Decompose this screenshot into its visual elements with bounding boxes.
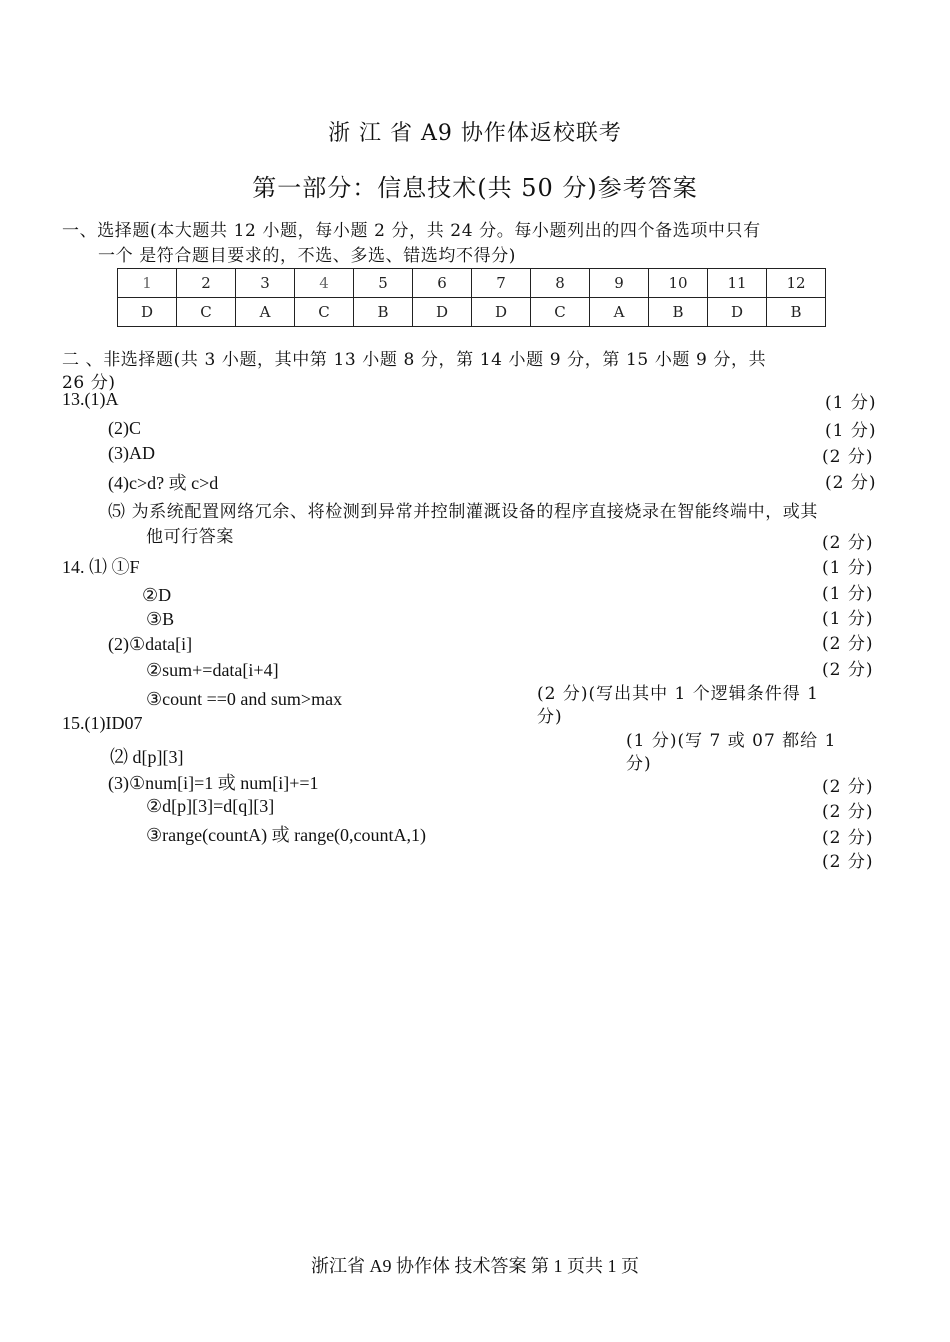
answer-cell: B: [649, 298, 708, 327]
score-label: (1 分): [822, 584, 874, 604]
page-footer: 浙江省 A9 协作体 技术答案 第 1 页共 1 页: [311, 1256, 639, 1276]
answer-table: [117, 268, 826, 327]
question-number: 7: [472, 269, 531, 298]
score-label: (2 分): [822, 660, 874, 680]
q14-answer-4: (2)①data[i]: [108, 634, 193, 654]
q13-answer-5-line2: 他可行答案: [146, 527, 234, 547]
section-title: 第一部分：信息技术(共 50 分)参考答案: [252, 174, 698, 202]
q13-answer-1: 13.(1)A: [62, 389, 119, 409]
score-label: (1 分): [822, 558, 874, 578]
answer-cell: C: [177, 298, 236, 327]
q13-answer-3: (3)AD: [108, 443, 155, 463]
question-number: 5: [354, 269, 413, 298]
score-label: (2 分): [822, 852, 874, 872]
answer-cell: D: [118, 298, 177, 327]
answer-cell: B: [354, 298, 413, 327]
section2-intro-line1: 二 、非选择题(共 3 小题，其中第 13 小题 8 分，第 14 小题 9 分，第 15 小题 9 分，共: [62, 350, 767, 370]
document-title: 浙 江 省 A9 协作体返校联考: [328, 121, 622, 146]
score-label: (2 分): [825, 473, 877, 493]
answer-cell: C: [295, 298, 354, 327]
question-number: 11: [708, 269, 767, 298]
q14-answer-6: ③count ==0 and sum>max: [146, 689, 343, 709]
question-number: 12: [767, 269, 826, 298]
answer-cell: B: [767, 298, 826, 327]
question-number: 8: [531, 269, 590, 298]
score-label: (1 分): [825, 421, 877, 441]
answer-cell: D: [413, 298, 472, 327]
answer-cell: A: [236, 298, 295, 327]
q13-answer-5-line1: ⑸ 为系统配置网络冗余、将检测到异常并控制灌溉设备的程序直接烧录在智能终端中，或其: [108, 502, 819, 522]
answer-table-answer-row: [118, 298, 826, 327]
score-label: (2 分): [822, 828, 874, 848]
q13-answer-2: (2)C: [108, 418, 141, 438]
score-label: (2 分): [822, 533, 874, 553]
answer-cell: A: [590, 298, 649, 327]
q14-answer-1: 14. ⑴ ①F: [62, 557, 140, 577]
answer-table-number-row: [118, 269, 826, 298]
q13-answer-4: (4)c>d? 或 c>d: [108, 473, 219, 493]
q14-answer-3: ③B: [146, 609, 175, 629]
question-number: 4: [295, 269, 354, 298]
q15-answer-1: 15.(1)ID07: [62, 713, 143, 733]
question-number: 1: [118, 269, 177, 298]
q14-note-line1: (2 分)(写出其中 1 个逻辑条件得 1: [537, 684, 819, 704]
q14-note-line2: 分): [537, 707, 563, 727]
score-label: (1 分): [825, 393, 877, 413]
q15-answer-3: (3)①num[i]=1 或 num[i]+=1: [108, 773, 319, 793]
q14-answer-2: ②D: [142, 585, 172, 605]
score-label: (2 分): [822, 447, 874, 467]
q15-answer-4: ②d[p][3]=d[q][3]: [146, 796, 275, 816]
score-label: (1 分): [822, 609, 874, 629]
q15-answer-5: ③range(countA) 或 range(0,countA,1): [146, 825, 427, 845]
score-label: (2 分): [822, 777, 874, 797]
question-number: 6: [413, 269, 472, 298]
section1-intro-line1: 一、选择题(本大题共 12 小题，每小题 2 分，共 24 分。每小题列出的四个备选项中只有: [62, 221, 761, 241]
question-number: 3: [236, 269, 295, 298]
score-label: (2 分): [822, 634, 874, 654]
section1-intro-line2: 一个 是符合题目要求的，不选、多选、错选均不得分): [98, 246, 517, 266]
answer-cell: D: [472, 298, 531, 327]
q15-answer-2: ⑵ d[p][3]: [110, 747, 184, 767]
section2-intro-line2: 26 分): [62, 373, 116, 393]
score-label: (2 分): [822, 802, 874, 822]
question-number: 10: [649, 269, 708, 298]
q15-note-line1: (1 分)(写 7 或 07 都给 1: [626, 731, 837, 751]
answer-cell: C: [531, 298, 590, 327]
q15-note-line2: 分): [626, 754, 652, 774]
question-number: 2: [177, 269, 236, 298]
question-number: 9: [590, 269, 649, 298]
q14-answer-5: ②sum+=data[i+4]: [146, 660, 279, 680]
answer-cell: D: [708, 298, 767, 327]
